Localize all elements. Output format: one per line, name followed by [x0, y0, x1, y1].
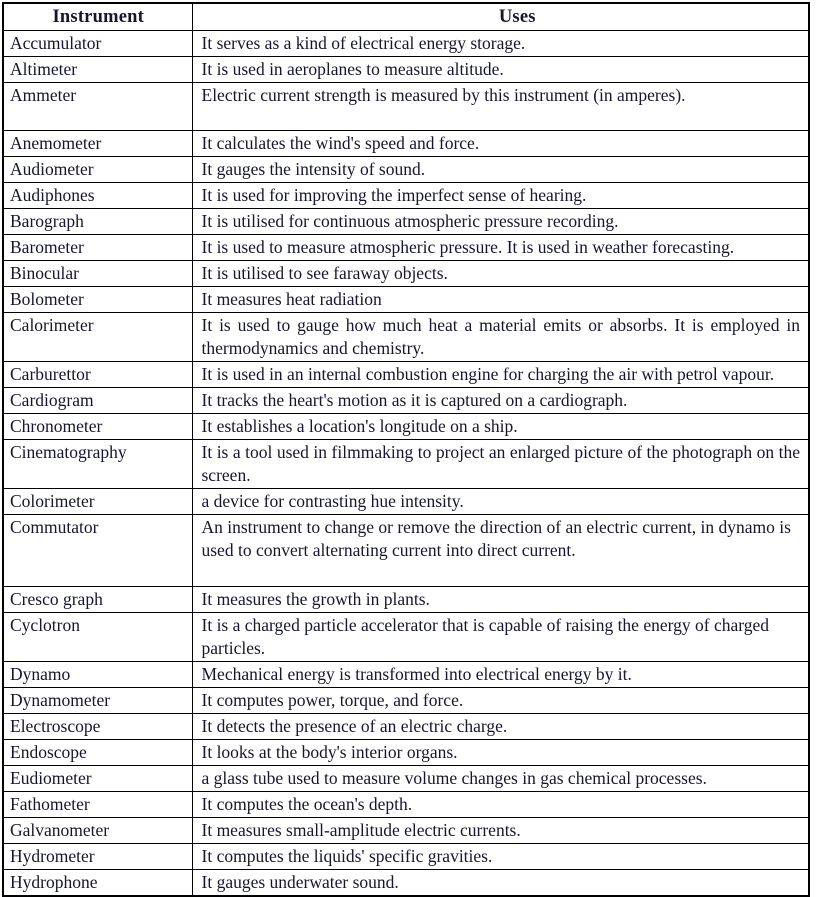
- table-row: [3, 414, 809, 440]
- cell-instrument: Audiometer: [3, 157, 192, 183]
- cell-instrument: Ammeter: [3, 83, 192, 131]
- cell-uses: It computes the liquids' specific gravities.: [192, 844, 809, 870]
- cell-instrument: Carburettor: [3, 362, 192, 388]
- table-header: [3, 3, 809, 31]
- cell-uses: Electric current strength is measured by this instrument (in amperes).: [192, 83, 809, 131]
- table-body: [3, 31, 809, 897]
- cell-instrument: Binocular: [3, 261, 192, 287]
- cell-instrument: Barometer: [3, 235, 192, 261]
- cell-instrument: Cardiogram: [3, 388, 192, 414]
- cell-uses: It measures small-amplitude electric currents.: [192, 818, 809, 844]
- cell-uses: It is utilised for continuous atmospheric pressure recording.: [192, 209, 809, 235]
- column-header-instrument: Instrument: [3, 3, 192, 31]
- table-row: [3, 209, 809, 235]
- cell-instrument: Commutator: [3, 515, 192, 587]
- cell-instrument: Eudiometer: [3, 766, 192, 792]
- cell-instrument: Dynamometer: [3, 688, 192, 714]
- cell-instrument: Electroscope: [3, 714, 192, 740]
- instrument-uses-table: [2, 2, 810, 897]
- table-row: [3, 83, 809, 131]
- cell-uses: It is used to gauge how much heat a material emits or absorbs. It is employed in thermodynamics and chemistry.: [192, 313, 809, 362]
- cell-instrument: Audiphones: [3, 183, 192, 209]
- cell-instrument: Anemometer: [3, 131, 192, 157]
- cell-instrument: Galvanometer: [3, 818, 192, 844]
- cell-uses: a glass tube used to measure volume changes in gas chemical processes.: [192, 766, 809, 792]
- table-row: [3, 235, 809, 261]
- cell-instrument: Calorimeter: [3, 313, 192, 362]
- cell-uses: Mechanical energy is transformed into electrical energy by it.: [192, 662, 809, 688]
- cell-instrument: Cyclotron: [3, 613, 192, 662]
- cell-uses: It tracks the heart's motion as it is captured on a cardiograph.: [192, 388, 809, 414]
- cell-instrument: Cresco graph: [3, 587, 192, 613]
- cell-uses: It computes the ocean's depth.: [192, 792, 809, 818]
- cell-instrument: Bolometer: [3, 287, 192, 313]
- cell-instrument: Endoscope: [3, 740, 192, 766]
- cell-uses: It gauges the intensity of sound.: [192, 157, 809, 183]
- cell-uses: It establishes a location's longitude on a ship.: [192, 414, 809, 440]
- cell-instrument: Barograph: [3, 209, 192, 235]
- cell-instrument: Hydrometer: [3, 844, 192, 870]
- cell-instrument: Cinematography: [3, 440, 192, 489]
- table-row: [3, 183, 809, 209]
- table-row: [3, 57, 809, 83]
- table-row: [3, 489, 809, 515]
- table-row: [3, 440, 809, 489]
- table-row: [3, 613, 809, 662]
- cell-uses: It is used in aeroplanes to measure altitude.: [192, 57, 809, 83]
- cell-uses: It computes power, torque, and force.: [192, 688, 809, 714]
- cell-uses: It measures the growth in plants.: [192, 587, 809, 613]
- table-row: [3, 714, 809, 740]
- table-row: [3, 662, 809, 688]
- table-row: [3, 31, 809, 57]
- cell-uses: It is used in an internal combustion engine for charging the air with petrol vapour.: [192, 362, 809, 388]
- column-header-uses: Uses: [192, 3, 809, 31]
- cell-instrument: Chronometer: [3, 414, 192, 440]
- table-row: [3, 131, 809, 157]
- table-header-row: [3, 3, 809, 31]
- table-row: [3, 740, 809, 766]
- cell-uses: It gauges underwater sound.: [192, 870, 809, 897]
- table-row: [3, 792, 809, 818]
- table-row: [3, 388, 809, 414]
- cell-uses: It is used for improving the imperfect sense of hearing.: [192, 183, 809, 209]
- table-row: [3, 844, 809, 870]
- cell-instrument: Dynamo: [3, 662, 192, 688]
- table-row: [3, 157, 809, 183]
- cell-uses: It is used to measure atmospheric pressure. It is used in weather forecasting.: [192, 235, 809, 261]
- table-row: [3, 688, 809, 714]
- table-row: [3, 766, 809, 792]
- cell-instrument: Accumulator: [3, 31, 192, 57]
- table-row: [3, 287, 809, 313]
- table-row: [3, 870, 809, 897]
- table-row: [3, 818, 809, 844]
- cell-instrument: Altimeter: [3, 57, 192, 83]
- cell-uses: It is a charged particle accelerator that is capable of raising the energy of charged particles.: [192, 613, 809, 662]
- cell-uses: It looks at the body's interior organs.: [192, 740, 809, 766]
- table-row: [3, 313, 809, 362]
- cell-instrument: Hydrophone: [3, 870, 192, 897]
- cell-instrument: Fathometer: [3, 792, 192, 818]
- cell-uses: It detects the presence of an electric charge.: [192, 714, 809, 740]
- cell-uses: It is utilised to see faraway objects.: [192, 261, 809, 287]
- cell-uses: It calculates the wind's speed and force.: [192, 131, 809, 157]
- cell-uses: It serves as a kind of electrical energy storage.: [192, 31, 809, 57]
- table-row: [3, 261, 809, 287]
- cell-uses: It measures heat radiation: [192, 287, 809, 313]
- cell-instrument: Colorimeter: [3, 489, 192, 515]
- table-row: [3, 515, 809, 587]
- table-row: [3, 362, 809, 388]
- table-row: [3, 587, 809, 613]
- cell-uses: It is a tool used in filmmaking to project an enlarged picture of the photograph on the screen.: [192, 440, 809, 489]
- cell-uses: An instrument to change or remove the direction of an electric current, in dynamo is used to convert alternating current into direct current.: [192, 515, 809, 587]
- cell-uses: a device for contrasting hue intensity.: [192, 489, 809, 515]
